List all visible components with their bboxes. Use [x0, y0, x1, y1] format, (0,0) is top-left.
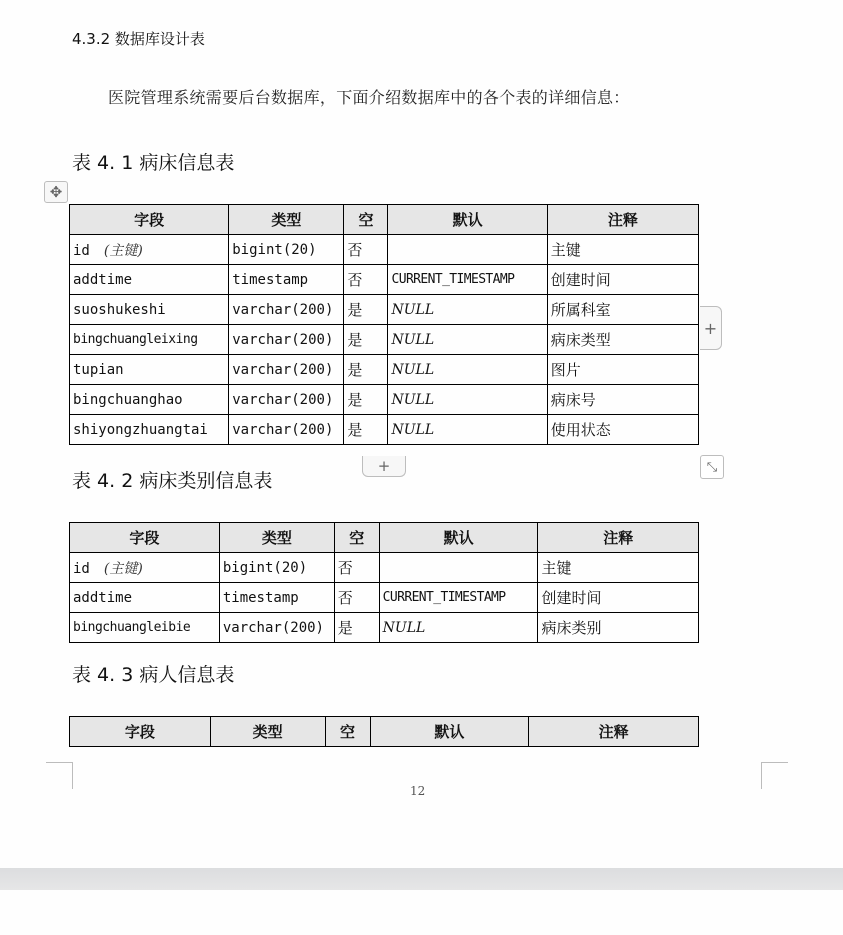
cell-field[interactable]: addtime — [70, 265, 229, 295]
cell-null[interactable]: 是 — [344, 295, 388, 325]
col-header-null: 空 — [325, 717, 370, 747]
cell-null[interactable]: 否 — [334, 553, 379, 583]
pk-note: (主键) — [103, 242, 143, 259]
table-row — [70, 325, 699, 355]
cell-type[interactable]: varchar(200) — [229, 385, 344, 415]
table-caption-4-1: 表 4. 1 病床信息表 — [72, 152, 235, 174]
cell-field[interactable]: suoshukeshi — [70, 295, 229, 325]
table-row — [70, 553, 699, 583]
move-icon: ✥ — [49, 183, 63, 201]
cell-default[interactable]: NULL — [388, 415, 547, 445]
table-move-handle[interactable] — [44, 181, 68, 203]
section-heading: 4.3.2 数据库设计表 — [72, 30, 205, 48]
table-row — [70, 613, 699, 643]
table-row — [70, 295, 699, 325]
cell-default[interactable] — [388, 235, 547, 265]
table-row — [70, 265, 699, 295]
cell-field[interactable]: bingchuangleixing — [70, 325, 229, 355]
cell-null[interactable]: 否 — [334, 583, 379, 613]
table-header-row — [70, 205, 699, 235]
cell-comment[interactable]: 病床类别 — [538, 613, 699, 643]
col-header-comment: 注释 — [547, 205, 698, 235]
col-header-default: 默认 — [370, 717, 529, 747]
plus-icon: + — [703, 318, 718, 338]
cell-null[interactable]: 是 — [334, 613, 379, 643]
cell-type[interactable]: bigint(20) — [229, 235, 344, 265]
cell-field[interactable]: bingchuanghao — [70, 385, 229, 415]
col-header-default: 默认 — [379, 523, 538, 553]
page-number: 12 — [410, 784, 426, 798]
cell-field[interactable]: bingchuangleibie — [70, 613, 220, 643]
col-header-type: 类型 — [229, 205, 344, 235]
col-header-field: 字段 — [70, 523, 220, 553]
col-header-null: 空 — [334, 523, 379, 553]
col-header-comment: 注释 — [529, 717, 699, 747]
cell-type[interactable]: bigint(20) — [219, 553, 334, 583]
cell-null[interactable]: 是 — [344, 325, 388, 355]
cell-field[interactable]: shiyongzhuangtai — [70, 415, 229, 445]
cell-comment[interactable]: 所属科室 — [547, 295, 698, 325]
table-row — [70, 583, 699, 613]
cell-default[interactable] — [379, 553, 538, 583]
table-row — [70, 385, 699, 415]
table-bed-info — [69, 204, 699, 445]
cell-comment[interactable]: 主键 — [547, 235, 698, 265]
table-row — [70, 235, 699, 265]
cell-null[interactable]: 否 — [344, 265, 388, 295]
cell-comment[interactable]: 创建时间 — [538, 583, 699, 613]
cell-default[interactable]: NULL — [388, 295, 547, 325]
cell-null[interactable]: 是 — [344, 415, 388, 445]
col-header-comment: 注释 — [538, 523, 699, 553]
table-caption-4-2: 表 4. 2 病床类别信息表 — [72, 470, 273, 492]
intro-paragraph: 医院管理系统需要后台数据库，下面介绍数据库中的各个表的详细信息： — [108, 88, 630, 107]
cell-comment[interactable]: 图片 — [547, 355, 698, 385]
cell-comment[interactable]: 使用状态 — [547, 415, 698, 445]
cell-comment[interactable]: 病床类型 — [547, 325, 698, 355]
table-row — [70, 415, 699, 445]
cell-type[interactable]: timestamp — [229, 265, 344, 295]
cell-default[interactable]: CURRENT_TIMESTAMP — [388, 265, 547, 295]
resize-icon: ⤡ — [706, 459, 718, 475]
page-gap-separator — [0, 868, 843, 890]
table-resize-handle[interactable] — [700, 455, 724, 479]
col-header-field: 字段 — [70, 205, 229, 235]
add-row-button[interactable] — [362, 456, 406, 477]
table-header-row — [70, 523, 699, 553]
cell-type[interactable]: varchar(200) — [229, 355, 344, 385]
col-header-default: 默认 — [388, 205, 547, 235]
cell-null[interactable]: 是 — [344, 355, 388, 385]
cell-type[interactable]: varchar(200) — [229, 415, 344, 445]
plus-icon: + — [377, 457, 391, 475]
cell-type[interactable]: varchar(200) — [219, 613, 334, 643]
page-corner-mark-right — [761, 762, 788, 789]
cell-type[interactable]: timestamp — [219, 583, 334, 613]
cell-field[interactable]: addtime — [70, 583, 220, 613]
cell-default[interactable]: NULL — [388, 385, 547, 415]
table-row — [70, 355, 699, 385]
cell-comment[interactable]: 主键 — [538, 553, 699, 583]
cell-comment[interactable]: 病床号 — [547, 385, 698, 415]
cell-type[interactable]: varchar(200) — [229, 295, 344, 325]
cell-field[interactable]: tupian — [70, 355, 229, 385]
cell-type[interactable]: varchar(200) — [229, 325, 344, 355]
cell-default[interactable]: CURRENT_TIMESTAMP — [379, 583, 538, 613]
table-header-row — [70, 717, 699, 747]
cell-default[interactable]: NULL — [379, 613, 538, 643]
pk-note: (主键) — [103, 560, 143, 577]
cell-default[interactable]: NULL — [388, 325, 547, 355]
table-bed-category — [69, 522, 699, 643]
cell-field[interactable]: id (主键) — [70, 553, 220, 583]
col-header-type: 类型 — [210, 717, 325, 747]
col-header-field: 字段 — [70, 717, 211, 747]
table-caption-4-3: 表 4. 3 病人信息表 — [72, 664, 235, 686]
add-column-button[interactable] — [700, 306, 722, 350]
table-patient-info — [69, 716, 699, 747]
cell-null[interactable]: 是 — [344, 385, 388, 415]
cell-field[interactable]: id (主键) — [70, 235, 229, 265]
cell-null[interactable]: 否 — [344, 235, 388, 265]
col-header-type: 类型 — [219, 523, 334, 553]
cell-default[interactable]: NULL — [388, 355, 547, 385]
cell-comment[interactable]: 创建时间 — [547, 265, 698, 295]
col-header-null: 空 — [344, 205, 388, 235]
page-corner-mark-left — [46, 762, 73, 789]
